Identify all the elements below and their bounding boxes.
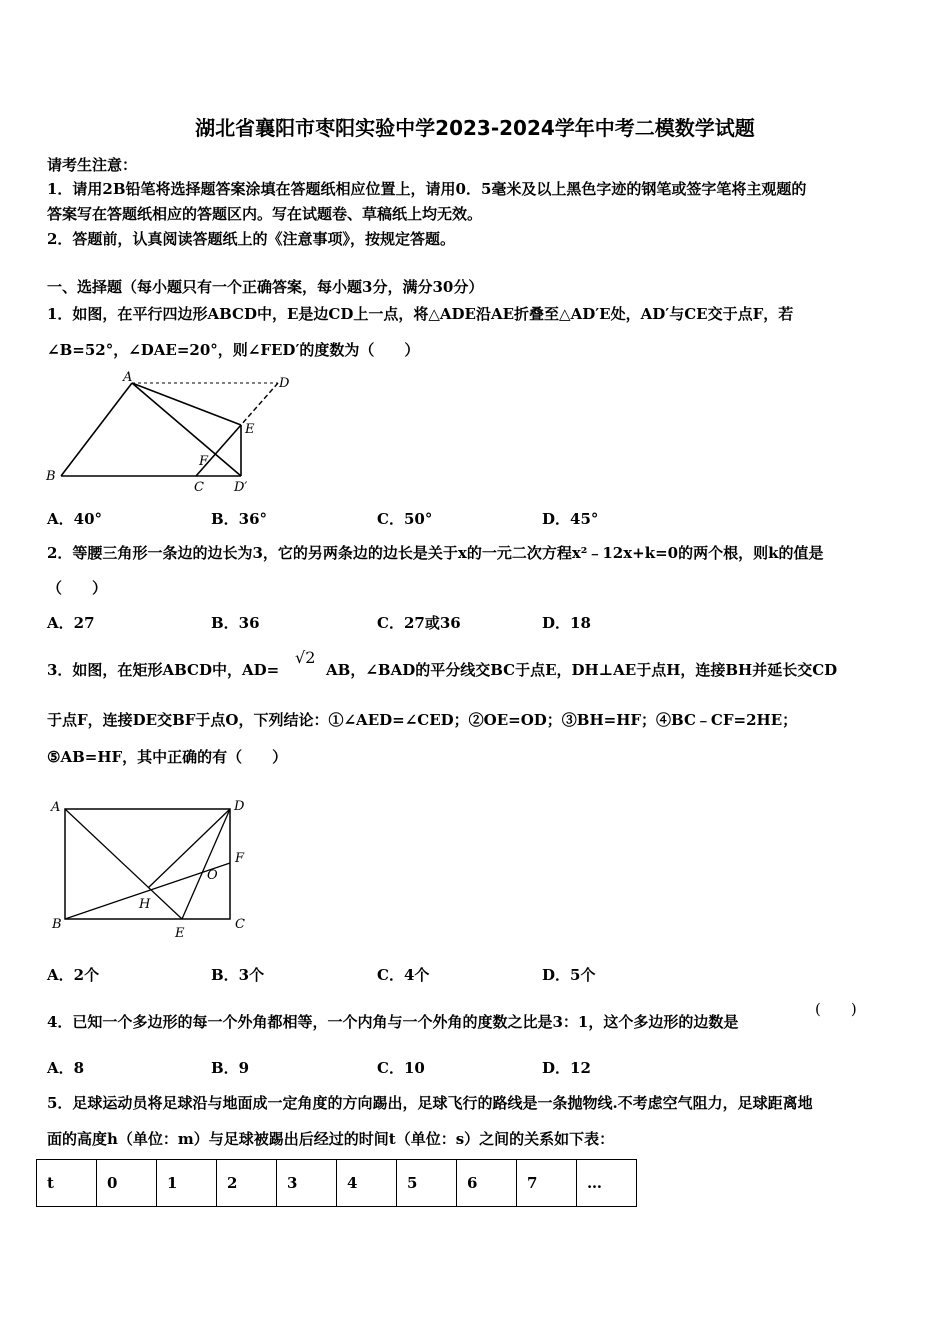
q1-option-b[interactable]: B．36° [211, 510, 268, 528]
q1-label-A: A [123, 370, 133, 385]
q3-option-b[interactable]: B．3个 [211, 966, 265, 984]
q1-label-D-prime: D′ [234, 480, 248, 495]
table-cell: 5 [397, 1160, 457, 1207]
q3-segment-AE [65, 809, 182, 919]
q3-line-3: ⑤AB=HF，其中正确的有（ ） [47, 748, 288, 766]
table-cell: 4 [337, 1160, 397, 1207]
q1-segment-BA [61, 383, 132, 476]
q1-figure [44, 368, 294, 496]
q1-segment-AE [132, 383, 241, 425]
q3-label-F: F [235, 851, 245, 866]
q2-option-c[interactable]: C．27或36 [377, 614, 461, 632]
notice-line-1a: 1．请用2B铅笔将选择题答案涂填在答题纸相应位置上，请用0．5毫米及以上黑色字迹的钢笔或签字笔将主观题的 [47, 180, 807, 198]
q4-option-d[interactable]: D．12 [542, 1059, 591, 1077]
q3-segment-DH [148, 809, 230, 888]
q3-label-A: A [51, 800, 61, 815]
q1-label-C: C [194, 480, 204, 495]
notice-line-2: 2．答题前，认真阅读答题纸上的《注意事项》，按规定答题。 [47, 230, 455, 248]
q1-option-c[interactable]: C．50° [377, 510, 433, 528]
page-title: 湖北省襄阳市枣阳实验中学2023-2024学年中考二模数学试题 [195, 116, 755, 140]
q3-line-2: 于点F，连接DE交BF于点O，下列结论：①∠AED=∠CED；②OE=OD；③BH=HF；④BC﹣CF=2HE； [47, 711, 798, 729]
q2-option-b[interactable]: B．36 [211, 614, 260, 632]
q1-segment-DE [241, 383, 278, 425]
table-cell: 3 [277, 1160, 337, 1207]
notice-heading: 请考生注意： [47, 156, 138, 174]
q3-sqrt-two: √2 [295, 648, 316, 667]
q5-line-1: 5．足球运动员将足球沿与地面成一定角度的方向踢出，足球飞行的路线是一条抛物线.不考虑空气阻力，足球距离地 [47, 1094, 813, 1112]
table-cell: 2 [217, 1160, 277, 1207]
q4-option-b[interactable]: B．9 [211, 1059, 250, 1077]
q5-line-2: 面的高度h（单位：m）与足球被踢出后经过的时间t（单位：s）之间的关系如下表： [47, 1130, 615, 1148]
q3-label-C: C [235, 917, 245, 932]
q3-label-E: E [175, 926, 185, 941]
q2-line-2: （ ） [47, 579, 108, 597]
q4-line-1: 4．已知一个多边形的每一个外角都相等，一个内角与一个外角的度数之比是3：1，这个多边形的边数是 [47, 1013, 739, 1031]
notice-line-1b: 答案写在答题纸相应的答题区内。写在试题卷、草稿纸上均无效。 [47, 205, 483, 223]
q1-segment-AD-prime [132, 383, 241, 476]
q3-option-d[interactable]: D．5个 [542, 966, 596, 984]
q3-segment-DE [182, 809, 230, 919]
q3-option-c[interactable]: C．4个 [377, 966, 430, 984]
q4-option-c[interactable]: C．10 [377, 1059, 425, 1077]
table-cell: 1 [157, 1160, 217, 1207]
q3-label-H: H [139, 897, 151, 912]
q3-label-B: B [52, 917, 62, 932]
table-row [37, 1160, 637, 1207]
table-cell: … [577, 1160, 637, 1207]
q3-line-1-post: AB，∠BAD的平分线交BC于点E，DH⊥AE于点H，连接BH并延长交CD [326, 661, 838, 679]
q1-label-F: F [199, 454, 209, 469]
q3-figure [44, 795, 254, 945]
q2-option-d[interactable]: D．18 [542, 614, 591, 632]
q1-label-B: B [46, 469, 56, 484]
q4-option-a[interactable]: A．8 [47, 1059, 85, 1077]
table-cell: 7 [517, 1160, 577, 1207]
section-heading: 一、选择题（每小题只有一个正确答案，每小题3分，满分30分） [47, 278, 484, 296]
q2-option-a[interactable]: A．27 [47, 614, 95, 632]
q3-line-1-pre: 3．如图，在矩形ABCD中，AD= [47, 661, 280, 679]
q5-table [36, 1159, 637, 1207]
q3-label-O: O [207, 868, 218, 883]
q1-option-a[interactable]: A．40° [47, 510, 103, 528]
q1-label-E: E [245, 422, 255, 437]
q1-line-1: 1．如图，在平行四边形ABCD中，E是边CD上一点，将△ADE沿AE折叠至△AD′E处，AD′与CE交于点F，若 [47, 305, 794, 323]
table-cell: t [37, 1160, 97, 1207]
q3-option-a[interactable]: A．2个 [47, 966, 100, 984]
q3-label-D: D [234, 799, 245, 814]
q4-answer-paren: ( ) [815, 1000, 857, 1018]
table-cell: 6 [457, 1160, 517, 1207]
q1-label-D: D [279, 376, 290, 391]
q2-line-1: 2．等腰三角形一条边的边长为3，它的另两条边的边长是关于x的一元二次方程x²﹣12x+k=0的两个根，则k的值是 [47, 544, 824, 562]
q1-line-2: ∠B=52°，∠DAE=20°，则∠FED′的度数为（ ） [47, 341, 420, 359]
q1-option-d[interactable]: D．45° [542, 510, 599, 528]
table-cell: 0 [97, 1160, 157, 1207]
